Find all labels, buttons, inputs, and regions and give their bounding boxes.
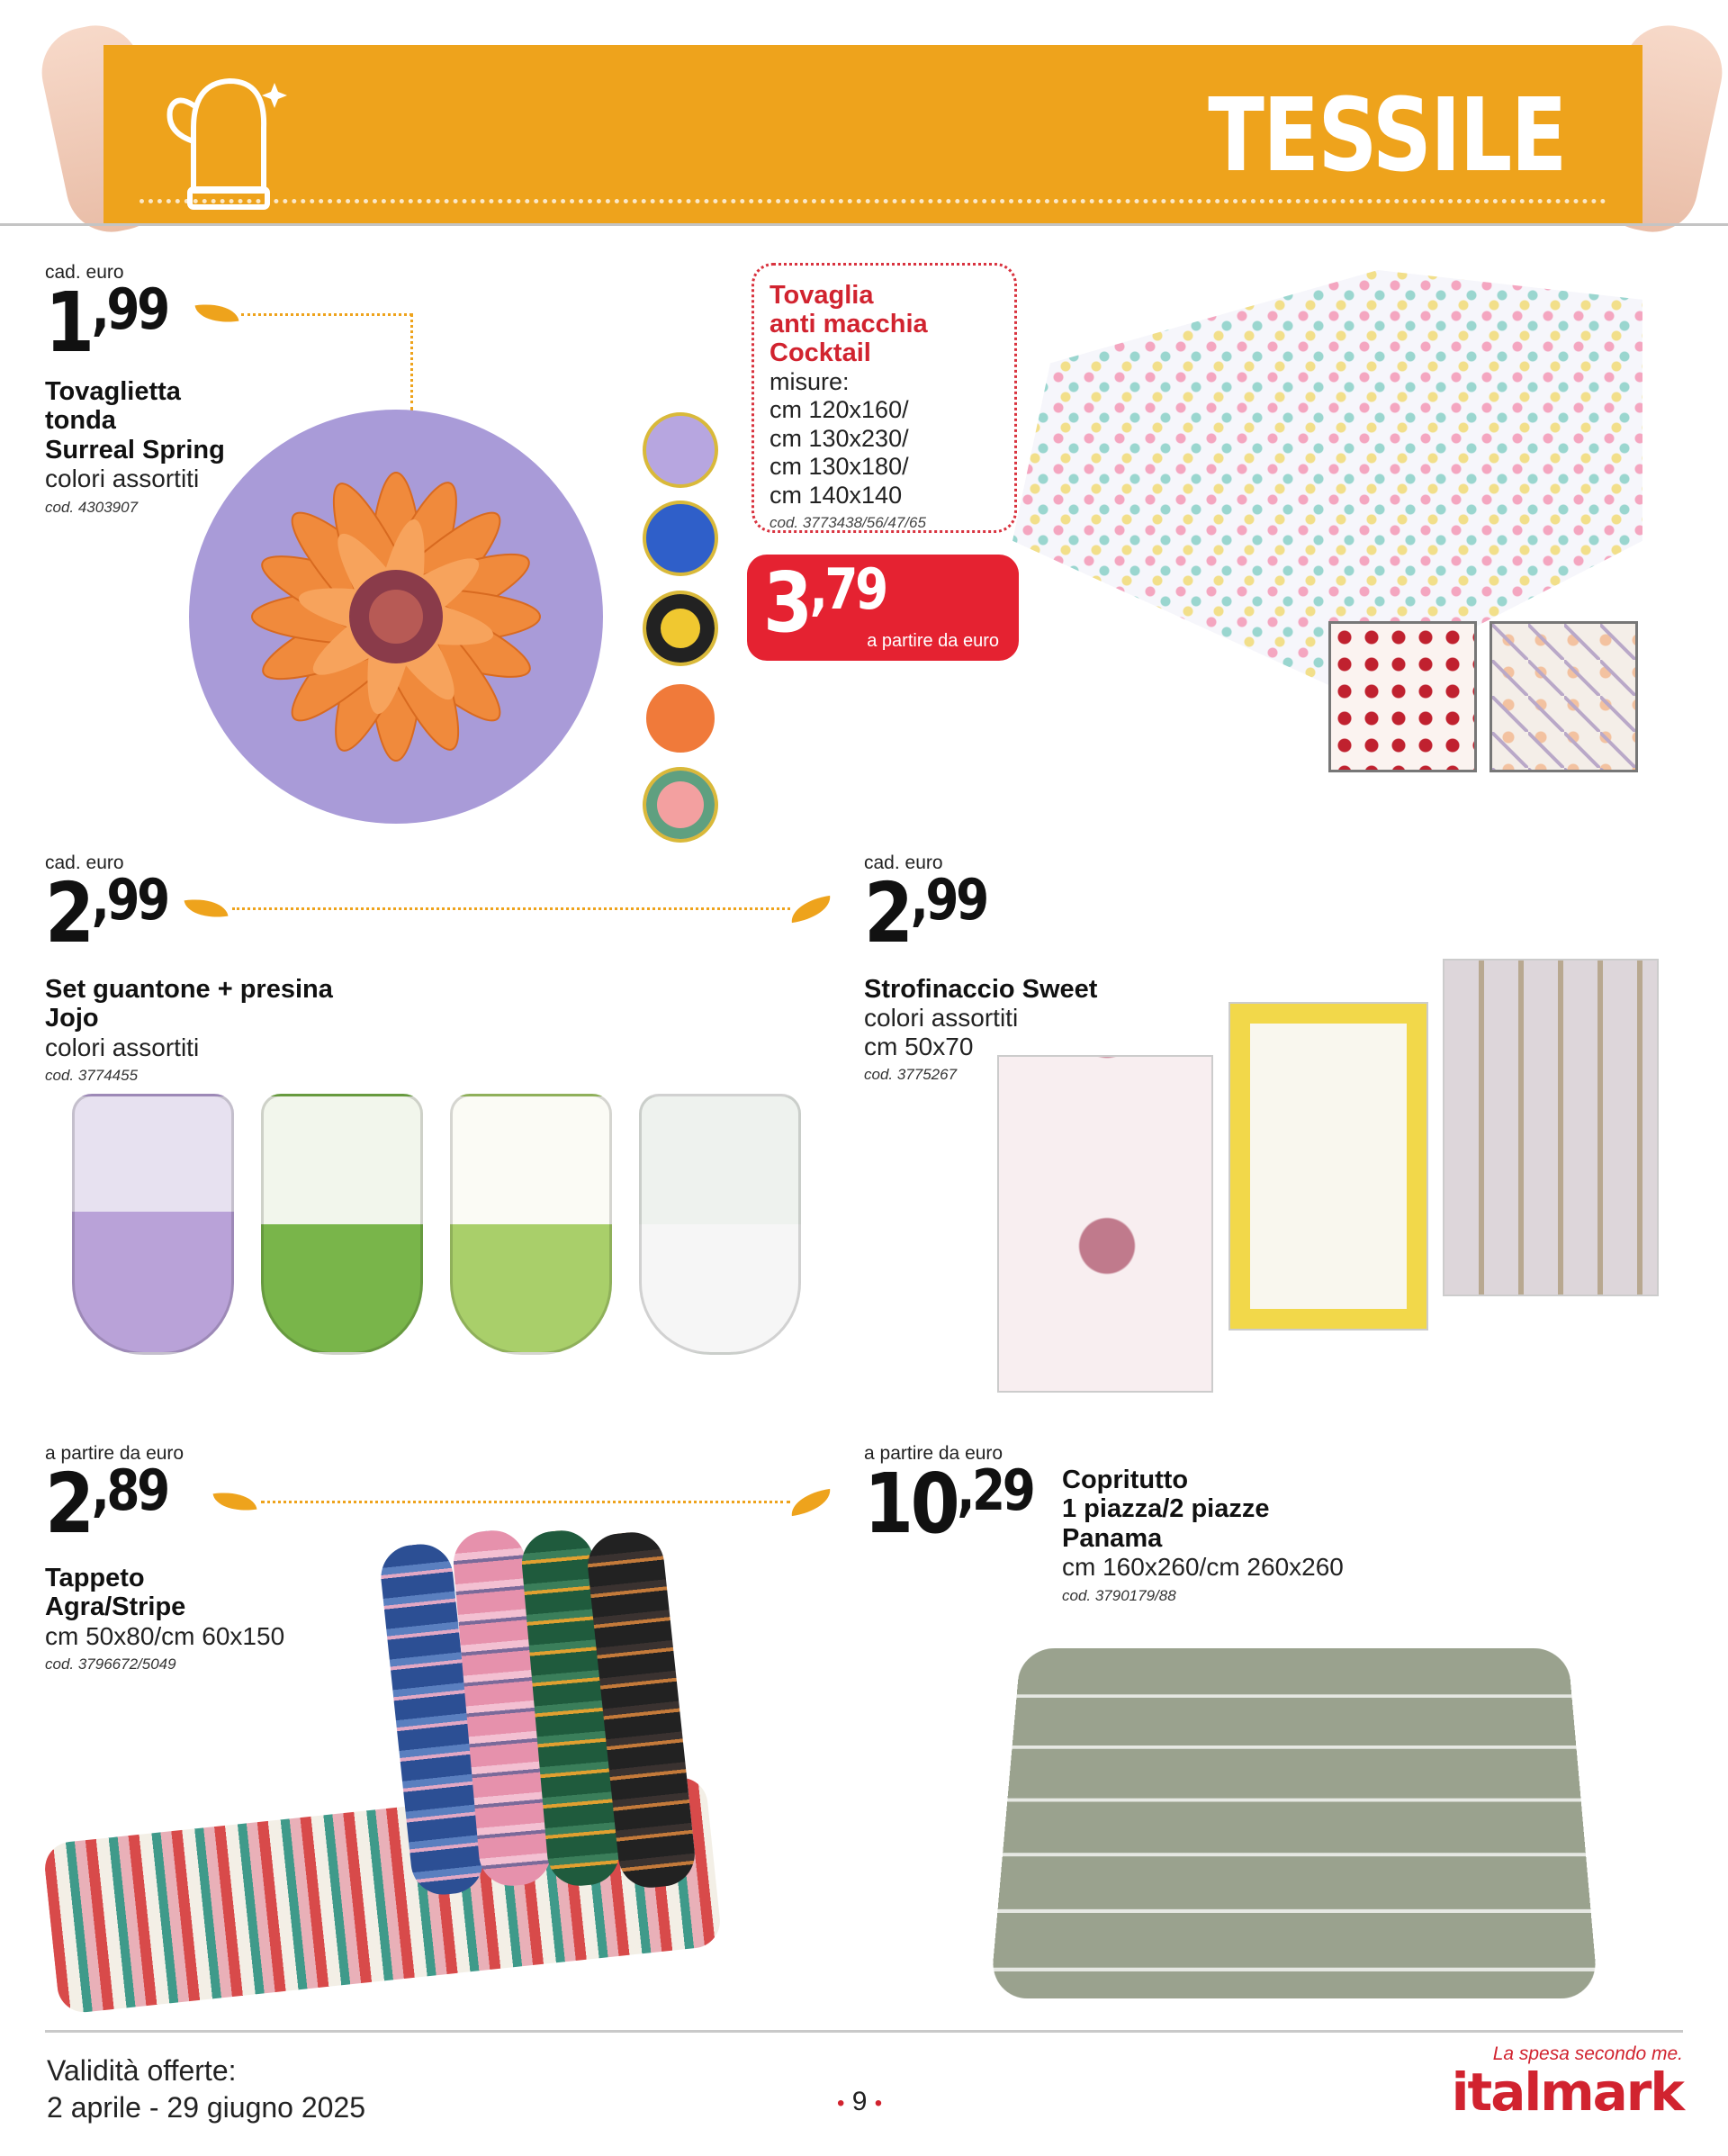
product-throw <box>864 1443 1060 1552</box>
product-dish-towel <box>864 853 1097 1084</box>
product-rug <box>45 1444 284 1673</box>
product-desc: colori assortiti <box>864 1004 1019 1033</box>
validity-label: Validità offerte: <box>47 2054 237 2087</box>
product-name: Panama <box>1062 1523 1163 1553</box>
brand-slogan: La spesa secondo me. <box>1492 2043 1683 2064</box>
dotted-connector <box>410 313 413 410</box>
product-name: Jojo <box>45 1004 99 1033</box>
color-swatch-purple <box>643 412 718 488</box>
validity-info <box>47 2052 365 2126</box>
towel-cutlery <box>1443 959 1659 1296</box>
product-name: Agra/Stripe <box>45 1592 186 1622</box>
color-swatch-pink <box>643 767 718 843</box>
product-desc: misure: <box>770 367 850 395</box>
product-desc: cm 160x260/cm 260x260 <box>1062 1553 1344 1582</box>
oven-mitts-image <box>63 1094 828 1373</box>
product-desc: cm 50x70 <box>864 1032 974 1060</box>
product-desc: cm 130x180/ <box>770 453 909 481</box>
category-banner <box>104 45 1642 223</box>
dotted-connector <box>261 1501 790 1503</box>
product-name: anti macchia <box>770 309 928 338</box>
product-placemat <box>45 263 225 517</box>
price-prefix: a partire da euro <box>864 1443 1004 1464</box>
price-suffix: a partire da euro <box>867 631 999 651</box>
product-name: Surreal Spring <box>45 435 225 465</box>
product-name: Strofinaccio Sweet <box>864 975 1098 1004</box>
product-name: Tovaglietta <box>45 377 181 406</box>
mitt-flowers <box>450 1094 612 1355</box>
product-desc: cm 120x160/ <box>770 396 909 424</box>
leaf-icon <box>789 1489 833 1516</box>
brand-logo <box>1451 2043 1683 2123</box>
product-name: Cocktail <box>770 338 871 367</box>
product-desc: colori assortiti <box>45 1033 200 1061</box>
throw-image <box>990 1648 1598 1998</box>
product-throw-info <box>1062 1466 1344 1605</box>
product-desc: cm 50x80/cm 60x150 <box>45 1621 285 1650</box>
price: 2,89 <box>45 1456 167 1552</box>
towel-roses <box>997 1055 1213 1393</box>
product-name: Set guantone + presina <box>45 975 333 1004</box>
product-name: Copritutto <box>1062 1466 1189 1494</box>
validity-dates: 2 aprile - 29 giugno 2025 <box>47 2090 366 2124</box>
pattern-sample-floral <box>1490 621 1638 772</box>
product-code: cod. 3790179/88 <box>1062 1586 1176 1604</box>
category-title: TESSILE <box>1208 77 1566 194</box>
product-name: Tappeto <box>45 1564 145 1592</box>
product-name: 1 piazza/2 piazze <box>1062 1494 1270 1524</box>
product-desc: cm 130x230/ <box>770 424 909 452</box>
color-swatch-blue <box>643 501 718 576</box>
product-name: tonda <box>45 406 116 436</box>
price: 10,29 <box>864 1456 1033 1552</box>
mitt-avocado <box>261 1094 423 1355</box>
leaf-icon <box>789 896 833 923</box>
color-swatch-yellow <box>643 591 718 666</box>
product-code: cod. 4303907 <box>45 498 139 516</box>
product-desc: cm 140x140 <box>770 481 903 509</box>
oven-mitt-icon <box>158 56 292 218</box>
price-prefix: cad. euro <box>864 852 943 873</box>
product-desc: colori assortiti <box>45 465 200 493</box>
pattern-sample-cherry <box>1328 621 1477 772</box>
product-code: cod. 3775267 <box>864 1066 958 1084</box>
price-prefix: cad. euro <box>45 852 124 873</box>
towel-lemons <box>1228 1002 1428 1331</box>
dotted-connector <box>232 907 790 910</box>
brand-name: italmark <box>1451 2061 1683 2123</box>
product-oven-mitt-set <box>45 853 333 1085</box>
price-badge: 3,79 a partire da euro <box>747 555 1019 661</box>
product-code: cod. 3773438/56/47/65 <box>770 513 926 531</box>
price: 2,99 <box>864 865 986 961</box>
product-code: cod. 3796672/5049 <box>45 1655 176 1673</box>
header-divider <box>0 223 1728 226</box>
dotted-connector <box>241 313 412 316</box>
banner-dotted-line <box>140 199 1606 203</box>
price: 1,99 <box>45 275 167 371</box>
price: 2,99 <box>45 865 167 961</box>
placemat-image <box>189 410 603 824</box>
mitt-garden <box>639 1094 801 1355</box>
product-name: Tovaglia <box>770 281 874 310</box>
tablecloth-callout <box>752 263 1017 533</box>
color-swatch-orange <box>643 681 718 756</box>
price-prefix: a partire da euro <box>45 1443 184 1464</box>
footer-divider <box>45 2030 1683 2033</box>
price-prefix: cad. euro <box>45 262 124 283</box>
mitt-lavender <box>72 1094 234 1355</box>
page-number: • 9 • <box>837 2087 883 2116</box>
product-code: cod. 3774455 <box>45 1067 139 1085</box>
